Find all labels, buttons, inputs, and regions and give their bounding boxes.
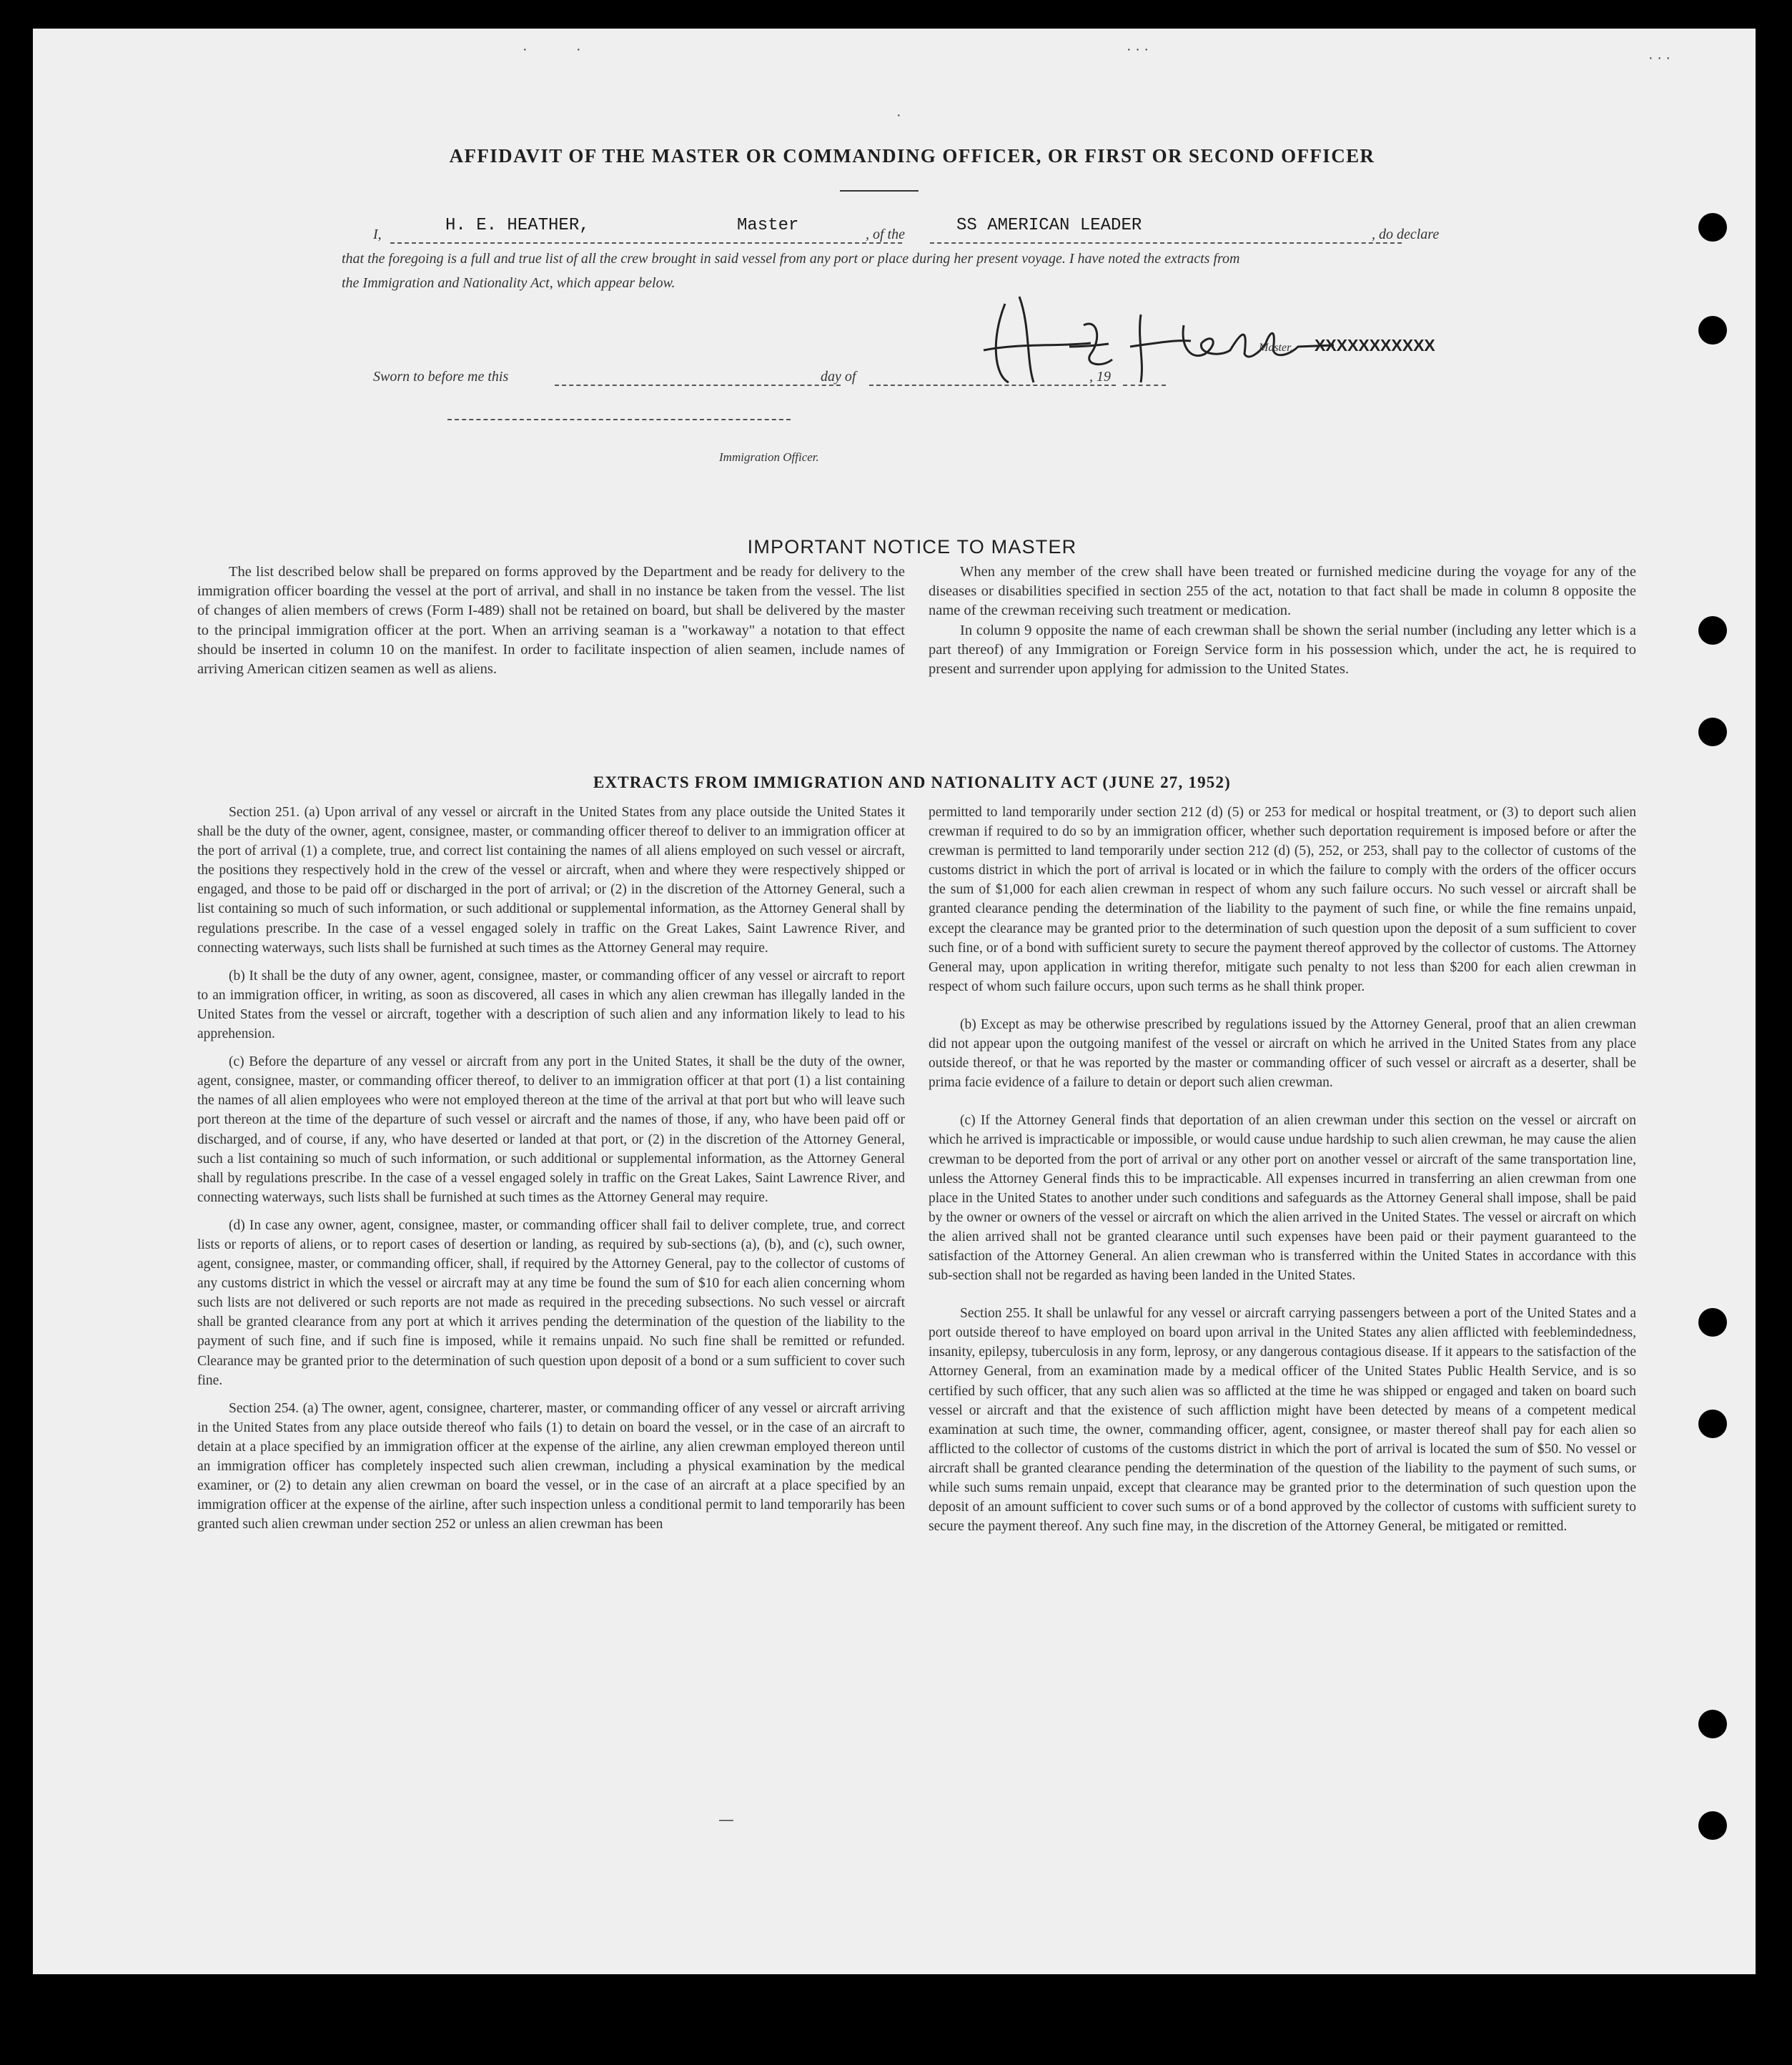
act-section-paragraph: Section 251. (a) Upon arrival of any vessel or aircraft in the United States from any place outside the United States it shall be the duty of the owner, agent, consignee, master, or commanding officer thereof to deliver to an immigration officer at the port of arrival (1) a complete, true, and correct list containing the names of all aliens employed on such vessel or aircraft, the positions they respectively hold in the crew of the vessel or aircraft, when and where they were respectively shipped or engaged, and those to be paid off or discharged in the port of arrival; or (2) in the discretion of the Attorney General, such a list containing so much of such information, or such additional or supplemental information, as the Attorney General shall by regulations prescribe. In the case of a vessel engaged solely in traffic on the Great Lakes, Saint Lawrence River, and connecting waterways, such lists shall be furnished at such times as the Attorney General may require. (197, 805, 905, 956)
do-declare-label: , do declare (1372, 227, 1440, 242)
punch-hole (1698, 1811, 1727, 1840)
officer-signature-line (447, 419, 791, 420)
affidavit-title: AFFIDAVIT OF THE MASTER OR COMMANDING OFFICER, OR FIRST OR SECOND OFFICER (449, 145, 1375, 167)
scan-speck: · (576, 41, 581, 57)
act-section-paragraph: (b) It shall be the duty of any owner, agent, consignee, master, or commanding officer of any vessel or aircraft to report to an immigration officer, in writing, as soon as discovered, all cases in which any alien crewman has illegally landed in the United States from the vessel or aircraft, together with a description of such alien and any information likely to lead to his apprehension. (197, 968, 905, 1042)
immigration-officer-label: Immigration Officer. (719, 450, 819, 464)
punch-hole (1698, 1410, 1727, 1438)
struck-title: XXXXXXXXXXX (1315, 336, 1435, 355)
notice-paragraph: In column 9 opposite the name of each crewman shall be shown the serial number (including any letter which is a part thereof) of any Immigration or Foreign Service form in his possession which, under the act, he is required to present and surrender upon applying for admission to the United States. (929, 622, 1636, 678)
act-section-paragraph: permitted to land temporarily under section 212 (d) (5) or 253 for medical or hospital treatment, or (3) to deport such alien crewman if required to do so by an immigration officer, whether such deportation requirement is imposed before or after the crewman is permitted to land temporarily under section 212 (d) (5), 252, or 253, shall pay to the collector of customs of the customs district in which the port of arrival is located or in which the failure to comply with the orders of the officer occurs the sum of $1,000 for each alien crewman in respect of whom any such failure occurs. No such vessel or aircraft shall be granted clearance pending the determination of the liability to the payment of such fine, or while the fine remains unpaid, except the clearance may be granted prior to the determination of such question upon the deposit of a sum sufficient to cover such fine, or of a bond with sufficient surety to secure the payment thereof approved by the collector of customs. The Attorney General may, upon application in writing therefor, mitigate such penalty to not less than $200 for each alien crewman in respect of whom such failure occurs, upon such terms as he shall think proper. (929, 805, 1636, 994)
punch-hole (1698, 213, 1727, 242)
punch-hole (1698, 616, 1727, 645)
punch-hole (1698, 1710, 1727, 1738)
extracts-left-column (197, 803, 905, 1542)
document-page (33, 29, 1756, 1974)
act-section-paragraph: (c) If the Attorney General finds that deportation of an alien crewman under this section on the vessel or aircraft on which he arrived is impracticable or impossible, or would cause undue hardship to such alien crewman, he may cause the alien crewman to be deported from the port of arrival or any other port on another vessel or aircraft of the same transportation line, unless the Attorney General finds this to be impracticable. All expenses incurred in transferring an alien crewman from one place in the United States to another under such conditions and safeguards as the Attorney General shall impose, shall be paid by the owner or owners of the vessel or aircraft on which the alien arrived in the United States. The vessel or aircraft on which the alien arrived shall not be granted clearance until such expenses have been paid or their payment guaranteed to the satisfaction of the Attorney General. An alien crewman who is transferred within the United States in accordance with this sub-section shall not be regarded as having been landed in the United States. (929, 1113, 1636, 1284)
name-field-line (390, 242, 902, 244)
act-section-paragraph: Section 254. (a) The owner, agent, consignee, charterer, master, or commanding officer of any vessel or aircraft arriving in the United States from any place outside thereof who fails (1) to detain on board the vessel, or in the case of an aircraft to detain at a place specified by an immigration officer at the expense of the airline, any alien crewman employed thereon until an immigration officer has completely inspected such alien crewman, including a physical examination by the medical examiner, or (2) to detain any alien crewman on board the vessel, or in the case of an aircraft at a place specified by an immigration officer at the expense of the airline, after such inspection unless a conditional permit to land temporarily has been granted such alien crewman under section 252 or unless an alien crewman has been (197, 1400, 905, 1532)
year-label: , 19 (1089, 369, 1111, 385)
extracts-right-column (929, 803, 1636, 1545)
sworn-label: Sworn to before me this (373, 369, 509, 385)
punch-hole (1698, 316, 1727, 345)
declaration-prefix: I, (373, 227, 382, 242)
scan-speck: · · · (1127, 41, 1149, 57)
punch-hole (1698, 718, 1727, 746)
notice-paragraph: The list described below shall be prepared on forms approved by the Department and be ready for delivery to the immigration officer boarding the vessel at the port of arrival, and shall in no instance be taken from the vessel. The list of changes of alien members of crews (Form I-489) shall not be retained on board, but shall be delivered by the master to the principal immigration officer at the port. When an arriving seaman is a "workaway" a notation to that effect should be inserted in column 10 on the manifest. In order to facilitate inspection of alien seamen, include names of arriving American citizen seamen as well as aliens. (197, 564, 905, 678)
act-section-paragraph: (d) In case any owner, agent, consignee, master, or commanding officer shall fail to deliver complete, true, and correct lists or reports of aliens, or to report cases of desertion or landing, as required by sub-sections (a), (b), and (c), such owner, agent, consignee, master, or commanding officer, shall, if required by the Attorney General, pay to the collector of customs of any customs district in which the vessel or aircraft may at any time be found the sum of $10 for each alien concerning whom such lists are not delivered or such reports are not made as required in the preceding subsections. No such vessel or aircraft shall be granted clearance from any port at which it arrives pending the determination of the question of the liability to the payment of such fine, and if such fine is imposed, while it remains unpaid. No such fine shall be remitted or refunded. Clearance may be granted prior to the determination of such question upon deposit of a bond or a sum sufficient to cover such fine. (197, 1217, 905, 1388)
scan-speck: · (523, 41, 528, 57)
extracts-title: EXTRACTS FROM IMMIGRATION AND NATIONALITY ACT (JUNE 27, 1952) (593, 773, 1232, 791)
punch-hole (1698, 1308, 1727, 1337)
notice-paragraph: When any member of the crew shall have been treated or furnished medicine during the voyage for any of the diseases or disabilities specified in section 255 of the act, notation to that fact shall be made in column 8 opposite the name of the crewman receiving such treatment or medication. (929, 564, 1636, 619)
notice-title: IMPORTANT NOTICE TO MASTER (747, 536, 1077, 558)
of-the-label: , of the (866, 227, 905, 242)
sworn-day-line (555, 385, 841, 386)
title-divider (840, 190, 919, 192)
master-name: H. E. HEATHER, (445, 216, 590, 235)
day-of-label: day of (821, 369, 856, 385)
act-section-paragraph: (c) Before the departure of any vessel or aircraft from any port in the United States, it shall be the duty of the owner, agent, consignee, master, or commanding officer thereof, to deliver to an immigration officer at that port (1) a list containing the names of all alien employees who were not employed thereon at the time of the arrival at that port but who will leave such port thereon at the time of the departure of such vessel or aircraft and the names of those, if any, who have been paid off or discharged, and of course, if any, who have deserted or landed at that port, or (2) in the discretion of the Attorney General, such a list containing so much of such information, or such additional or supplemental information, as the Attorney General shall by regulations prescribe. In the case of a vessel engaged solely in traffic on the Great Lakes, Saint Lawrence River, and connecting waterways, such lists shall be furnished at such times as the Attorney General may require. (197, 1054, 905, 1205)
declaration-text-line-2: the Immigration and Nationality Act, which appear below. (342, 275, 675, 291)
master-signature (976, 275, 1348, 397)
notice-right-column (929, 563, 1636, 688)
act-section-paragraph: (b) Except as may be otherwise prescribed by regulations issued by the Attorney General, proof that an alien crewman did not appear upon the outgoing manifest of the vessel or aircraft on which he arrived in the United States from any place outside thereof, or that he was reported by the master or commanding officer of such vessel or aircraft as a deserter, shall be prima facie evidence of a failure to detain or deport such alien crewman. (929, 1016, 1636, 1091)
scan-speck: · (896, 107, 901, 123)
signature-label: Master, (1259, 342, 1293, 354)
vessel-name: SS AMERICAN LEADER (956, 216, 1142, 235)
declaration-text-line-1: that the foregoing is a full and true list of all the crew brought in said vessel from any port or place during her present voyage. I have noted the extracts from (342, 251, 1240, 267)
master-rank: Master (737, 216, 799, 235)
scan-speck: · · · (1648, 50, 1671, 66)
vessel-field-line (930, 242, 1402, 244)
sworn-year-line (1123, 385, 1166, 386)
sworn-month-line (869, 385, 1116, 386)
scan-speck: — (719, 1812, 733, 1828)
act-section-paragraph: Section 255. It shall be unlawful for any vessel or aircraft carrying passengers between a port of the United States and a port outside thereof to have employed on board upon arrival in the United States any alien afflicted with feeblemindedness, insanity, epilepsy, tuberculosis in any form, leprosy, or any dangerous contagious disease. If it appears to the satisfaction of the Attorney General, from an examination made by a medical officer of the United States Public Health Service, and is so certified by such officer, that any such alien was so afflicted at the time he was shipped or engaged and taken on board such vessel or aircraft and that the existence of such affliction might have been detected by means of a competent medical examination at such time, the owner, commanding officer, agent, consignee, or master thereof shall pay for each alien so afflicted to the collector of customs of the customs district in which the port of arrival is located the sum of $50. No vessel or aircraft shall be granted clearance pending the determination of the question of the liability to the payment of such sums, or while such sums remain unpaid, except that clearance may be granted prior to the determination of such question upon the deposit of an amount sufficient to cover such sums or of a bond approved by the collector of customs with sufficient surety to secure the payment thereof. Any such fine may, in the discretion of the Attorney General, be mitigated or remitted. (929, 1306, 1636, 1535)
notice-left-column (197, 563, 905, 688)
